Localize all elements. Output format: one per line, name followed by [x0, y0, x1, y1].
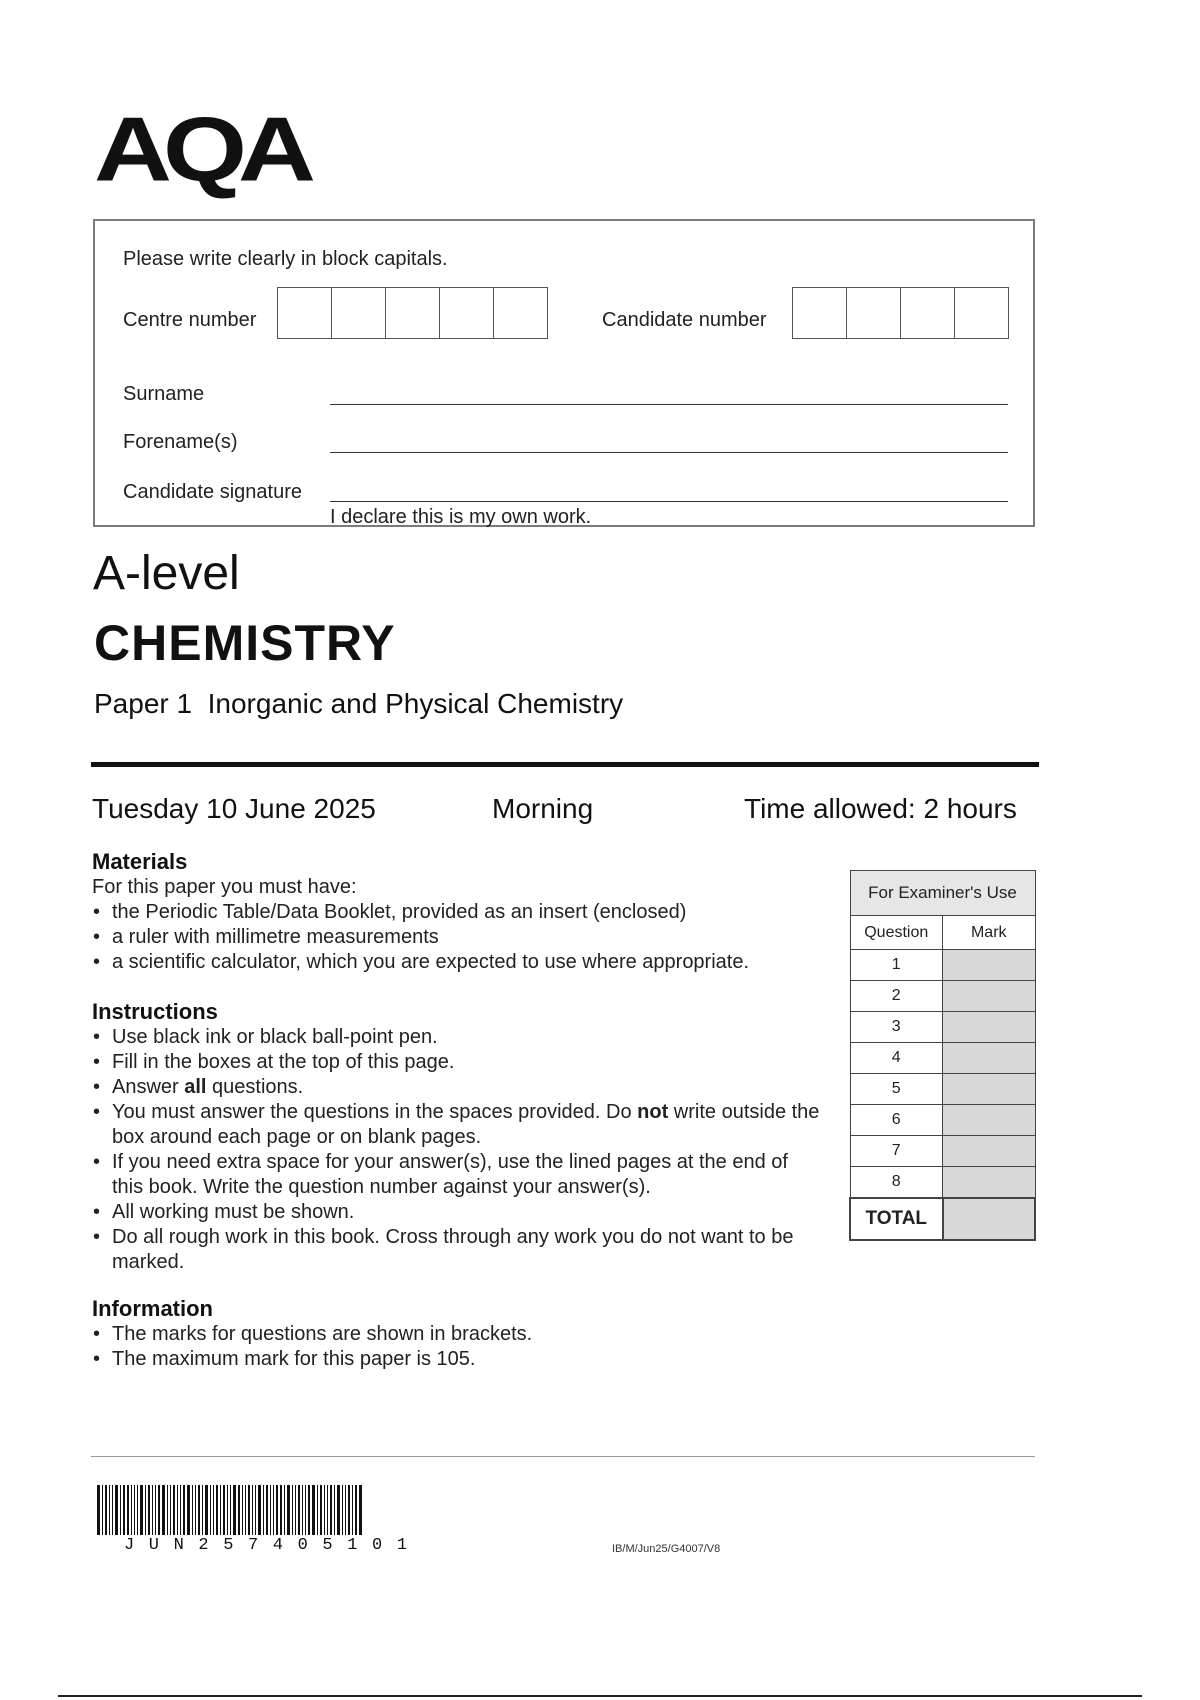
- mark-cell: [943, 981, 1036, 1012]
- barcode-bar: [355, 1485, 357, 1535]
- forenames-field[interactable]: [330, 452, 1008, 453]
- barcode-bar: [320, 1485, 322, 1535]
- question-number: 8: [850, 1167, 943, 1199]
- candidate-number-label: Candidate number: [602, 309, 767, 331]
- mark-cell: [943, 1167, 1036, 1199]
- barcode-bar: [284, 1485, 285, 1535]
- forenames-label: Forename(s): [123, 431, 238, 453]
- instructions-heading: Instructions: [92, 999, 218, 1024]
- question-number: 2: [850, 981, 943, 1012]
- barcode-bar: [266, 1485, 268, 1535]
- barcode-bar: [112, 1485, 113, 1535]
- instruction-item: • All working must be shown.: [92, 1200, 822, 1225]
- centre-number-digit[interactable]: [494, 288, 547, 338]
- barcode-bar: [187, 1485, 190, 1535]
- barcode-bar: [345, 1485, 346, 1535]
- barcode-bar: [158, 1485, 160, 1535]
- candidate-number-boxes[interactable]: [792, 287, 1009, 339]
- surname-field[interactable]: [330, 404, 1008, 405]
- page-bottom-edge: [58, 1695, 1142, 1697]
- barcode-bar: [276, 1485, 278, 1535]
- barcode-bar: [162, 1485, 165, 1535]
- barcode-bar: [273, 1485, 274, 1535]
- barcode-bar: [137, 1485, 138, 1535]
- materials-item: • a ruler with millimetre measurements: [92, 925, 832, 950]
- materials-item: • the Periodic Table/Data Booklet, provided as an insert (enclosed): [92, 900, 832, 925]
- barcode-bar: [308, 1485, 310, 1535]
- total-label: TOTAL: [850, 1198, 943, 1240]
- question-number: 5: [850, 1074, 943, 1105]
- question-number: 3: [850, 1012, 943, 1043]
- barcode-bar: [248, 1485, 250, 1535]
- barcode-bar: [220, 1485, 221, 1535]
- footer-divider: [91, 1456, 1035, 1457]
- barcode-bar: [155, 1485, 156, 1535]
- question-number: 1: [850, 950, 943, 981]
- materials-intro: For this paper you must have:: [92, 876, 357, 898]
- instruction-item: • Answer all questions.: [92, 1075, 822, 1100]
- barcode-bar: [202, 1485, 203, 1535]
- barcode-bar: [342, 1485, 343, 1535]
- candidate-number-digit[interactable]: [847, 288, 901, 338]
- barcode-bar: [302, 1485, 303, 1535]
- subject-title: CHEMISTRY: [94, 615, 396, 671]
- barcode-bar: [192, 1485, 193, 1535]
- barcode-number: JUN257405101: [124, 1536, 422, 1555]
- barcode-bar: [270, 1485, 271, 1535]
- barcode-bar: [242, 1485, 243, 1535]
- barcode-bar: [330, 1485, 332, 1535]
- centre-number-digit[interactable]: [386, 288, 440, 338]
- barcode-bar: [180, 1485, 181, 1535]
- qualification-level: A-level: [93, 547, 240, 600]
- barcode-bar: [152, 1485, 153, 1535]
- barcode-bar: [127, 1485, 129, 1535]
- aqa-logo: AQA: [94, 98, 307, 200]
- barcode-bar: [317, 1485, 318, 1535]
- total-mark-cell: [943, 1198, 1036, 1240]
- barcode-bar: [97, 1485, 100, 1535]
- block-capitals-instruction: Please write clearly in block capitals.: [123, 248, 448, 270]
- barcode-bar: [173, 1485, 175, 1535]
- barcode-bar: [216, 1485, 218, 1535]
- signature-label: Candidate signature: [123, 481, 303, 503]
- centre-number-digit[interactable]: [332, 288, 386, 338]
- information-section: [92, 1296, 832, 1372]
- barcode-bar: [337, 1485, 340, 1535]
- barcode-bar: [131, 1485, 132, 1535]
- barcode-bar: [334, 1485, 335, 1535]
- barcode-bar: [210, 1485, 211, 1535]
- barcode-bar: [205, 1485, 208, 1535]
- barcode-bar: [258, 1485, 261, 1535]
- question-number: 4: [850, 1043, 943, 1074]
- mark-column-header: Mark: [943, 916, 1036, 950]
- time-allowed: Time allowed: 2 hours: [744, 793, 1017, 824]
- barcode-bar: [140, 1485, 143, 1535]
- barcode-bar: [295, 1485, 296, 1535]
- barcode-bar: [230, 1485, 231, 1535]
- barcode-bar: [280, 1485, 282, 1535]
- barcode-bar: [263, 1485, 264, 1535]
- barcode-bar: [348, 1485, 350, 1535]
- candidate-number-digit[interactable]: [901, 288, 955, 338]
- title-divider: [91, 762, 1039, 767]
- barcode-bar: [109, 1485, 110, 1535]
- information-item: • The marks for questions are shown in brackets.: [92, 1322, 832, 1347]
- materials-item: • a scientific calculator, which you are expected to use where appropriate.: [92, 950, 832, 975]
- barcode-bar: [312, 1485, 315, 1535]
- barcode-bar: [170, 1485, 171, 1535]
- barcode-bar: [198, 1485, 200, 1535]
- mark-cell: [943, 1136, 1036, 1167]
- mark-cell: [943, 1043, 1036, 1074]
- barcode-bar: [305, 1485, 306, 1535]
- barcode-bar: [352, 1485, 353, 1535]
- barcode-bar: [223, 1485, 225, 1535]
- centre-number-boxes[interactable]: [277, 287, 548, 339]
- barcode-bar: [298, 1485, 300, 1535]
- examiners-use-title: For Examiner's Use: [850, 871, 1035, 916]
- mark-cell: [943, 1074, 1036, 1105]
- information-heading: Information: [92, 1296, 213, 1321]
- barcode-bar: [238, 1485, 240, 1535]
- candidate-number-digit[interactable]: [793, 288, 847, 338]
- barcode-bar: [233, 1485, 236, 1535]
- barcode-bar: [227, 1485, 228, 1535]
- instruction-item: • You must answer the questions in the spaces provided. Do not write outside the box around each page or on blank pages.: [92, 1100, 822, 1150]
- barcode-bar: [183, 1485, 185, 1535]
- barcode-bar: [177, 1485, 178, 1535]
- examiners-use-table: [849, 870, 1036, 1241]
- barcode-bar: [120, 1485, 121, 1535]
- barcode-bar: [123, 1485, 125, 1535]
- signature-field[interactable]: [330, 501, 1008, 502]
- paper-title: Paper 1 Inorganic and Physical Chemistry: [94, 688, 624, 719]
- centre-number-digit[interactable]: [440, 288, 494, 338]
- mark-cell: [943, 950, 1036, 981]
- exam-session: Morning: [492, 793, 594, 824]
- question-column-header: Question: [850, 916, 943, 950]
- materials-heading: Materials: [92, 849, 188, 874]
- question-number: 7: [850, 1136, 943, 1167]
- barcode-bar: [134, 1485, 135, 1535]
- barcode-bar: [102, 1485, 103, 1535]
- instruction-item: • Do all rough work in this book. Cross through any work you do not want to be marked.: [92, 1225, 822, 1275]
- information-item: • The maximum mark for this paper is 105.: [92, 1347, 832, 1372]
- barcode-bar: [327, 1485, 328, 1535]
- instruction-item: • Use black ink or black ball-point pen.: [92, 1025, 822, 1050]
- instructions-section: [92, 999, 822, 1275]
- barcode-bar: [287, 1485, 290, 1535]
- mark-cell: [943, 1105, 1036, 1136]
- barcode-bar: [105, 1485, 107, 1535]
- barcode-bar: [167, 1485, 168, 1535]
- exam-date: Tuesday 10 June 2025: [92, 793, 376, 824]
- barcode-bar: [148, 1485, 150, 1535]
- barcode-bar: [145, 1485, 146, 1535]
- paper-reference-code: IB/M/Jun25/G4007/V8: [612, 1543, 721, 1555]
- barcode-bar: [195, 1485, 196, 1535]
- candidate-number-digit[interactable]: [955, 288, 1008, 338]
- surname-label: Surname: [123, 383, 205, 405]
- barcode-bar: [324, 1485, 325, 1535]
- barcode-bar: [255, 1485, 256, 1535]
- candidate-details-box: [93, 219, 1035, 527]
- barcode: [97, 1485, 364, 1535]
- instruction-item: • Fill in the boxes at the top of this page.: [92, 1050, 822, 1075]
- mark-cell: [943, 1012, 1036, 1043]
- materials-section: [92, 849, 832, 975]
- question-number: 6: [850, 1105, 943, 1136]
- barcode-bar: [252, 1485, 253, 1535]
- instruction-item: • If you need extra space for your answer(s), use the lined pages at the end of this book. Write the question number against your answer(s).: [92, 1150, 822, 1200]
- barcode-bar: [245, 1485, 246, 1535]
- declaration-text: I declare this is my own work.: [330, 506, 592, 528]
- centre-number-label: Centre number: [123, 309, 257, 331]
- barcode-bar: [115, 1485, 118, 1535]
- centre-number-digit[interactable]: [278, 288, 332, 338]
- barcode-bar: [359, 1485, 362, 1535]
- barcode-bar: [292, 1485, 293, 1535]
- barcode-bar: [213, 1485, 214, 1535]
